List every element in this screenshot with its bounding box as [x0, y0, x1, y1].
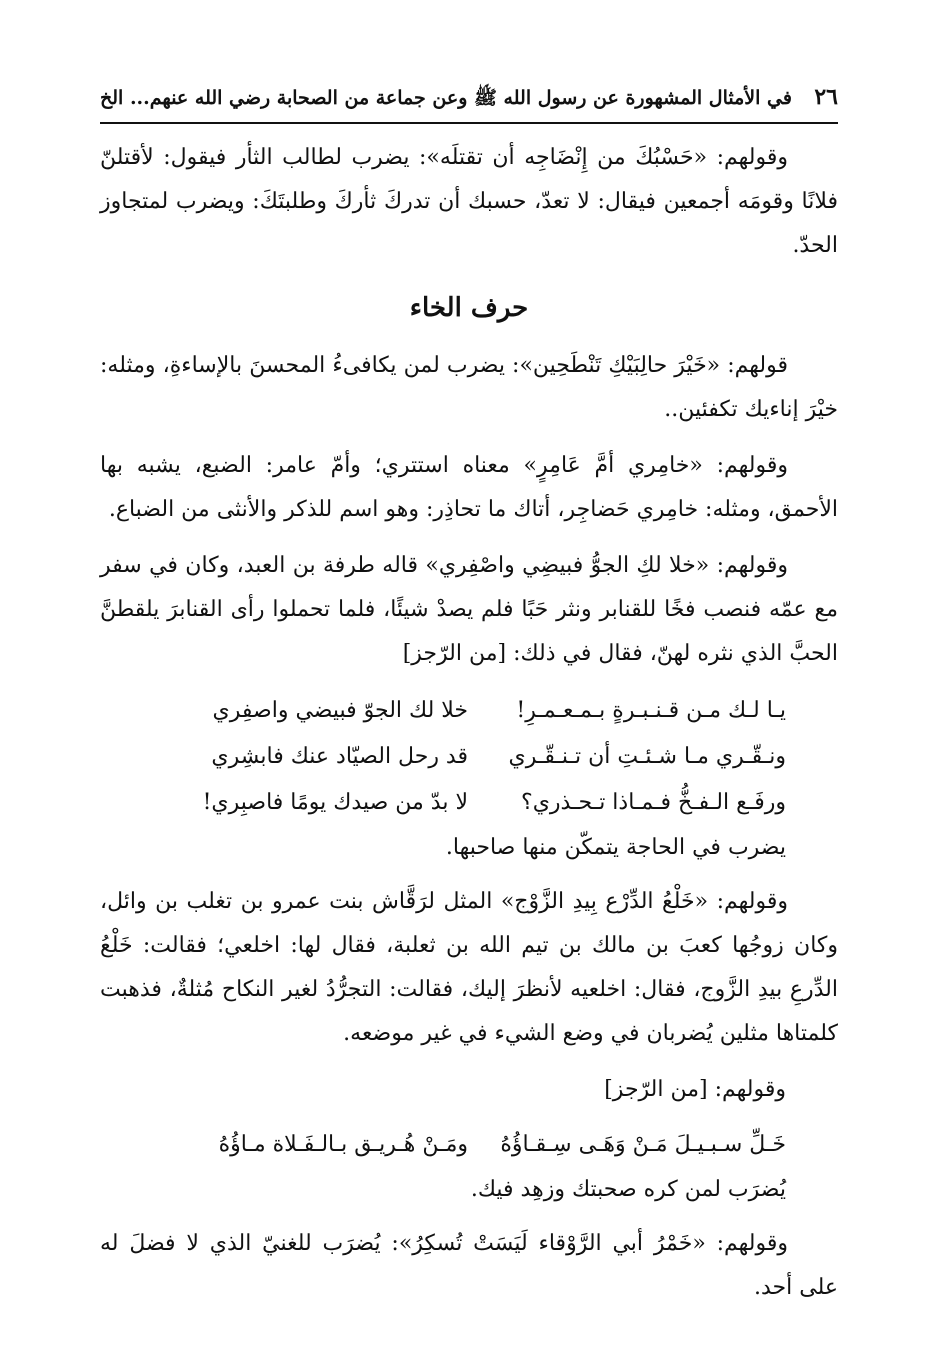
poem-khalli [100, 1122, 838, 1168]
running-title: في الأمثال المشهورة عن رسول الله ﷺ وعن جماعة من الصحابة رضي الله عنهم... الخ [100, 87, 792, 109]
verse-second-hemistich: لا بدّ من صيدك يومًا فاصبِري! [202, 790, 468, 815]
poem-explanation: يضرب في الحاجة يتمكّن منها صاحبها. [445, 835, 786, 860]
paragraph-khamr: وقولهم: «خَمْرُ أبي الرَّوْقاء لَيَسَتْ تُسكِرُ»: يُضرَب للغنيّ الذي لا فضلَ له على أحد. [100, 1231, 838, 1300]
verse-first-hemistich: يـا لـك مـن قـنـبـرةٍ بـمـعـمـرِ! [516, 698, 786, 723]
section-heading: حرف الخاء [409, 293, 529, 323]
poem-qunbura [100, 688, 838, 826]
verse-first-hemistich: ونـقّـري مـا شـئـتِ أن تـنـقّـري [508, 744, 786, 769]
verse-first-hemistich: خَـلِّ سـبـيـلَ مَـنْ وَهَـى سِـقـاؤُهُ [500, 1132, 786, 1157]
poem2-explanation: يُضرَب لمن كره صحبتك وزهِد فيك. [470, 1177, 786, 1202]
paragraph-khamiri: وقولهم: «خامِري أمَّ عَامِرٍ» معناه استتري؛ وأمّ عامر: الضبع، يشبه بها الأحمق، ومثله: خامِري حَضاجِر، أتاك ما تحاذِر: وهو اسم للذكر والأنثى من الضباع. [100, 453, 838, 522]
paragraph-khala: وقولهم: «خلا لكِ الجوُّ فبيضِي واصْفِري» قاله طرفة بن العبد، وكان في سفر مع عمّه فنصب فخًا للقنابر ونثر حَبًا فلم يصدْ شيئًا، فلما تحملوا رأى القنابرَ يلقطنَّ الحبَّ الذي نثره لهنّ، فقال في ذلك: [من الرّجز] [100, 553, 838, 666]
paragraph-khal-addir: وقولهم: «خَلْعُ الدِّرْع بِيدِ الزَّوْج» المثل لرَقَّاش بنت عمرو بن تغلب بن وائل، وكان زوجُها كعبَ بن مالك بن تيم الله بن ثعلبة، فقال لها: اخلعي؛ فقالت: خَلْعُ الدِّرعِ بيدِ الزَّوج، فقال: اخلعيه لأنظرَ إليك، فقالت: التجرُّدُ لغير النكاح مُثلةٌ، فذهبت كلمتاها مثلين يُضربان في وضع الشيء في غير موضعه. [100, 889, 838, 1046]
verse-second-hemistich: خلا لك الجوّ فبيضي واصفِري [212, 698, 468, 723]
paragraph-khayr: قولهم: «خَيْرَ حالِبَيْكِ تَنْطَحِين»: يضرب لمن يكافىءُ المحسنَ بالإساءةِ، ومثله: خيْرَ إناءيك تكفئين.. [100, 353, 838, 422]
verse-line [100, 734, 838, 780]
verse-line [100, 688, 838, 734]
paragraph-hasbuka: وقولهم: «حَسْبُكَ من إِنْضَاجِه أن تقتلَه»: يضرب لطالب الثأر فيقول: لأقتلنّ فلانًا وقومَه أجمعين فيقال: لا تعدّ، حسبك أن تدركَ ثأركَ وطلبتَكَ: ويضرب لمتجاوز الحدّ. [100, 145, 838, 258]
page-number: ٢٦ [814, 84, 838, 110]
verse-first-hemistich: ورفَـع الـفـخُّ فـمـاذا تـحـذري؟ [521, 790, 786, 815]
verse-line [100, 1122, 838, 1168]
verse-line [100, 780, 838, 826]
verse-second-hemistich: قد رحل الصيّاد عنك فابشِري [211, 744, 468, 769]
running-header [100, 78, 838, 124]
paragraph-rajaz-intro: وقولهم: [من الرّجز] [604, 1077, 786, 1102]
verse-second-hemistich: ومَـنْ هُـريـق بـالـفَـلاة مـاؤُهُ [218, 1132, 468, 1157]
page-body [100, 136, 838, 1322]
